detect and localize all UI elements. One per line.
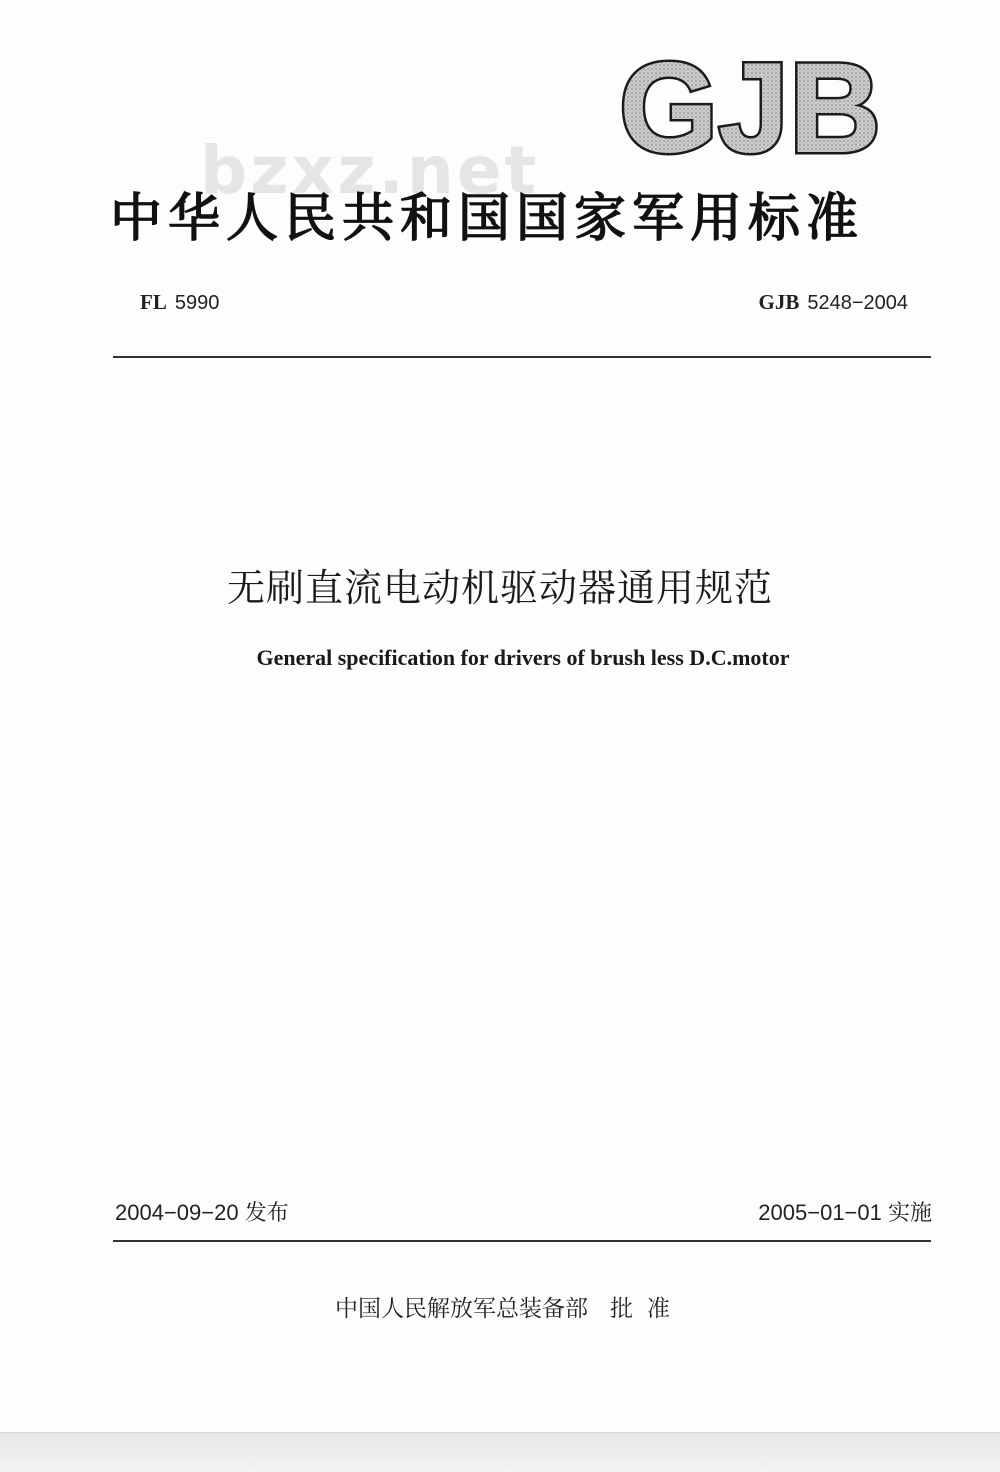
bottom-divider <box>113 1240 931 1242</box>
viewer-bottom-bar <box>0 1432 1000 1472</box>
standard-code <box>758 290 908 315</box>
publish-date: 2004−09−20 发布 <box>115 1200 289 1225</box>
approval-action: 批准 <box>610 1296 684 1322</box>
gjb-logo <box>615 52 885 164</box>
top-divider <box>113 356 931 358</box>
standard-number: 5248−2004 <box>807 292 908 314</box>
document-title-en: General specification for drivers of brush less D.C.motor <box>256 645 790 670</box>
watermark: bzxz.net <box>200 132 540 209</box>
standard-category-title: 中华人民共和国国家军用标准 <box>110 189 865 249</box>
standard-prefix: GJB <box>758 290 800 314</box>
document-title-cn: 无刷直流电动机驱动器通用规范 <box>226 566 773 610</box>
implement-date: 2005−01−01 实施 <box>758 1200 932 1225</box>
classification-number: 5990 <box>174 292 220 314</box>
svg-text:GJB: GJB <box>619 52 881 164</box>
classification-code <box>140 290 219 315</box>
approval-line <box>335 1290 684 1323</box>
approving-authority: 中国人民解放军总装备部 <box>335 1296 588 1322</box>
classification-prefix: FL <box>140 290 167 314</box>
